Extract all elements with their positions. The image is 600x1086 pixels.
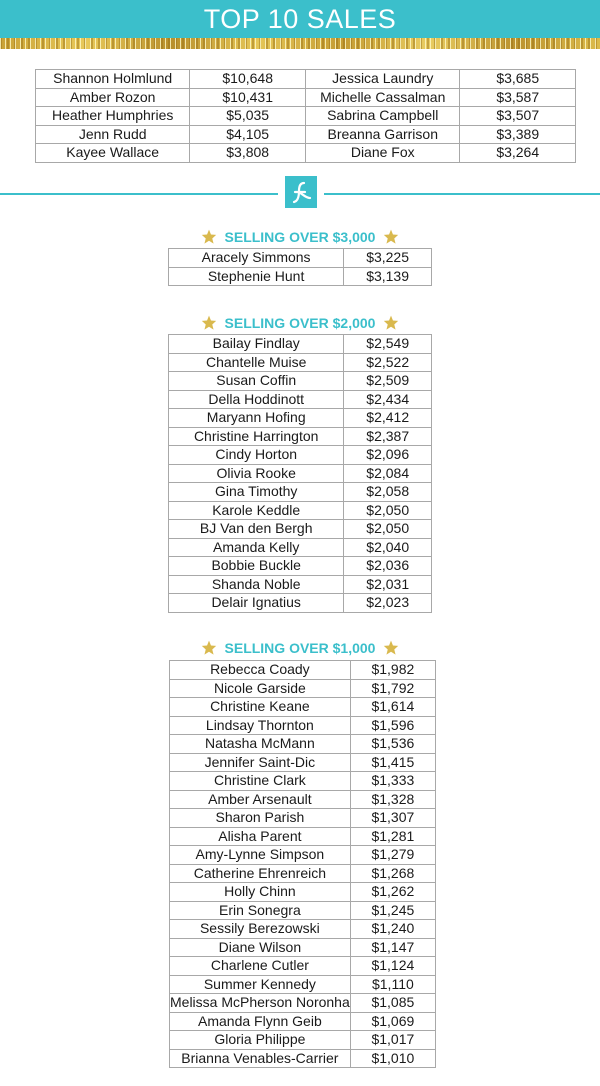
table-row [170,1012,436,1031]
seller-name: Charlene Cutler [170,957,351,976]
sales-amount: $3,264 [460,144,576,163]
seller-name: Jessica Laundry [306,70,460,89]
seller-name: Michelle Cassalman [306,88,460,107]
sales-amount: $2,096 [344,446,432,465]
seller-name: Gina Timothy [169,483,344,502]
table-row [170,901,436,920]
seller-name: Shanda Noble [169,575,344,594]
table-row [170,975,436,994]
seller-name: Rebecca Coady [170,661,351,680]
sales-amount: $2,084 [344,464,432,483]
seller-name: Summer Kennedy [170,975,351,994]
seller-name: Christine Clark [170,772,351,791]
seller-name: Catherine Ehrenreich [170,864,351,883]
table-row [169,520,432,539]
table-row [170,735,436,754]
section-heading-1000 [0,640,600,656]
table-row [170,716,436,735]
seller-name: Shannon Holmlund [36,70,190,89]
table-row [170,698,436,717]
table-row [169,427,432,446]
seller-name: Melissa McPherson Noronha [170,994,350,1010]
seller-name: Amanda Kelly [169,538,344,557]
seller-name: BJ Van den Bergh [169,520,344,539]
seller-name: Diane Fox [306,144,460,163]
sales-amount: $3,389 [460,125,576,144]
seller-name: Cindy Horton [169,446,344,465]
section-title: SELLING OVER $3,000 [224,229,376,245]
seller-name: Bobbie Buckle [169,557,344,576]
sales-amount: $2,412 [344,409,432,428]
seller-name: Heather Humphries [36,107,190,126]
table-row [169,249,432,268]
seller-name: Breanna Garrison [306,125,460,144]
sales-amount: $2,036 [344,557,432,576]
sales-amount: $1,333 [350,772,435,791]
table-row [169,501,432,520]
sales-amount: $2,509 [344,372,432,391]
table-row [169,409,432,428]
seller-name: Gloria Philippe [170,1031,351,1050]
table-row [170,864,436,883]
table-row [170,1031,436,1050]
section-title: SELLING OVER $2,000 [224,315,376,331]
table-row [169,390,432,409]
table-row [169,446,432,465]
seller-name: Lindsay Thornton [170,716,351,735]
header-banner [0,0,600,38]
seller-name: Brianna Venables-Carrier [170,1049,351,1068]
star-icon [201,315,217,330]
table-row [169,594,432,613]
seller-name: Erin Sonegra [170,901,351,920]
sales-amount: $1,124 [350,957,435,976]
sales-amount: $1,110 [350,975,435,994]
sales-amount: $1,307 [350,809,435,828]
seller-name: Chantelle Muise [169,353,344,372]
table-row [170,1049,436,1068]
sales-amount: $1,536 [350,735,435,754]
table-row [170,772,436,791]
sales-amount: $2,522 [344,353,432,372]
sales-amount: $3,685 [460,70,576,89]
section-title: SELLING OVER $1,000 [224,640,376,656]
table-row [36,88,576,107]
seller-name: Amanda Flynn Geib [170,1012,351,1031]
seller-name: Amber Rozon [36,88,190,107]
table-row [170,883,436,902]
glitter-strip [0,38,600,49]
table-row [170,753,436,772]
sales-amount: $1,328 [350,790,435,809]
table-row [36,107,576,126]
sales-amount: $1,279 [350,846,435,865]
table-row [170,809,436,828]
seller-name: Nicole Garside [170,679,351,698]
section-table-1000 [169,660,436,1068]
table-row [170,790,436,809]
sales-amount: $3,139 [344,267,432,286]
sales-amount: $2,050 [344,501,432,520]
table-row [169,464,432,483]
table-row [170,679,436,698]
table-row [169,538,432,557]
table-row [169,557,432,576]
sales-amount: $1,982 [350,661,435,680]
sales-amount: $1,245 [350,901,435,920]
sales-amount: $1,268 [350,864,435,883]
seller-name: Sharon Parish [170,809,351,828]
section-heading-3000 [0,229,600,245]
divider-left [0,193,278,195]
table-row [36,70,576,89]
seller-name: Olivia Rooke [169,464,344,483]
brand-logo-icon [285,176,317,208]
sales-amount: $3,507 [460,107,576,126]
sales-amount: $1,596 [350,716,435,735]
sales-amount: $3,225 [344,249,432,268]
table-row [36,144,576,163]
seller-name: Christine Harrington [169,427,344,446]
sales-amount: $1,614 [350,698,435,717]
section-table-3000 [168,248,432,286]
table-row [169,483,432,502]
table-row [36,125,576,144]
sales-amount: $2,031 [344,575,432,594]
sales-amount: $3,808 [190,144,306,163]
seller-name: Jenn Rudd [36,125,190,144]
table-row [170,827,436,846]
seller-name: Diane Wilson [170,938,351,957]
sales-amount: $2,549 [344,335,432,354]
table-row [169,575,432,594]
seller-name: Delair Ignatius [169,594,344,613]
sales-amount: $1,147 [350,938,435,957]
sales-amount: $1,085 [350,994,435,1013]
seller-name: Della Hoddinott [169,390,344,409]
star-icon [201,229,217,244]
sales-amount: $1,017 [350,1031,435,1050]
sales-amount: $1,281 [350,827,435,846]
seller-name: Stephenie Hunt [169,267,344,286]
table-row [170,920,436,939]
divider-right [324,193,600,195]
seller-name: Susan Coffin [169,372,344,391]
table-row [170,661,436,680]
sales-amount: $10,648 [190,70,306,89]
sales-amount: $1,262 [350,883,435,902]
seller-name: Holly Chinn [170,883,351,902]
table-row [169,335,432,354]
sales-amount: $1,415 [350,753,435,772]
sales-amount: $5,035 [190,107,306,126]
sales-amount: $2,434 [344,390,432,409]
table-row [170,938,436,957]
sales-amount: $1,069 [350,1012,435,1031]
seller-name: Amy-Lynne Simpson [170,846,351,865]
seller-name: Bailay Findlay [169,335,344,354]
top10-table [35,69,576,163]
seller-name: Maryann Hofing [169,409,344,428]
sales-amount: $1,792 [350,679,435,698]
seller-name: Christine Keane [170,698,351,717]
table-row [170,846,436,865]
sales-amount: $2,040 [344,538,432,557]
seller-name: Kayee Wallace [36,144,190,163]
star-icon [201,640,217,655]
sales-amount: $2,387 [344,427,432,446]
table-row [170,994,436,1013]
seller-name: Karole Keddle [169,501,344,520]
sales-amount: $3,587 [460,88,576,107]
seller-name: Sabrina Campbell [306,107,460,126]
seller-name: Aracely Simmons [169,249,344,268]
sales-amount: $1,240 [350,920,435,939]
seller-name: Alisha Parent [170,827,351,846]
star-icon [383,315,399,330]
seller-name: Natasha McMann [170,735,351,754]
seller-name: Amber Arsenault [170,790,351,809]
seller-name: Sessily Berezowski [170,920,351,939]
table-row [169,353,432,372]
sales-amount: $2,050 [344,520,432,539]
section-heading-2000 [0,315,600,331]
sales-amount: $10,431 [190,88,306,107]
page-title: TOP 10 SALES [203,3,397,34]
star-icon [383,640,399,655]
sales-amount: $4,105 [190,125,306,144]
section-table-2000 [168,334,432,613]
seller-name: Jennifer Saint-Dic [170,753,351,772]
table-row [169,372,432,391]
sales-amount: $2,058 [344,483,432,502]
sales-amount: $2,023 [344,594,432,613]
table-row [170,957,436,976]
table-row [169,267,432,286]
sales-amount: $1,010 [350,1049,435,1068]
star-icon [383,229,399,244]
